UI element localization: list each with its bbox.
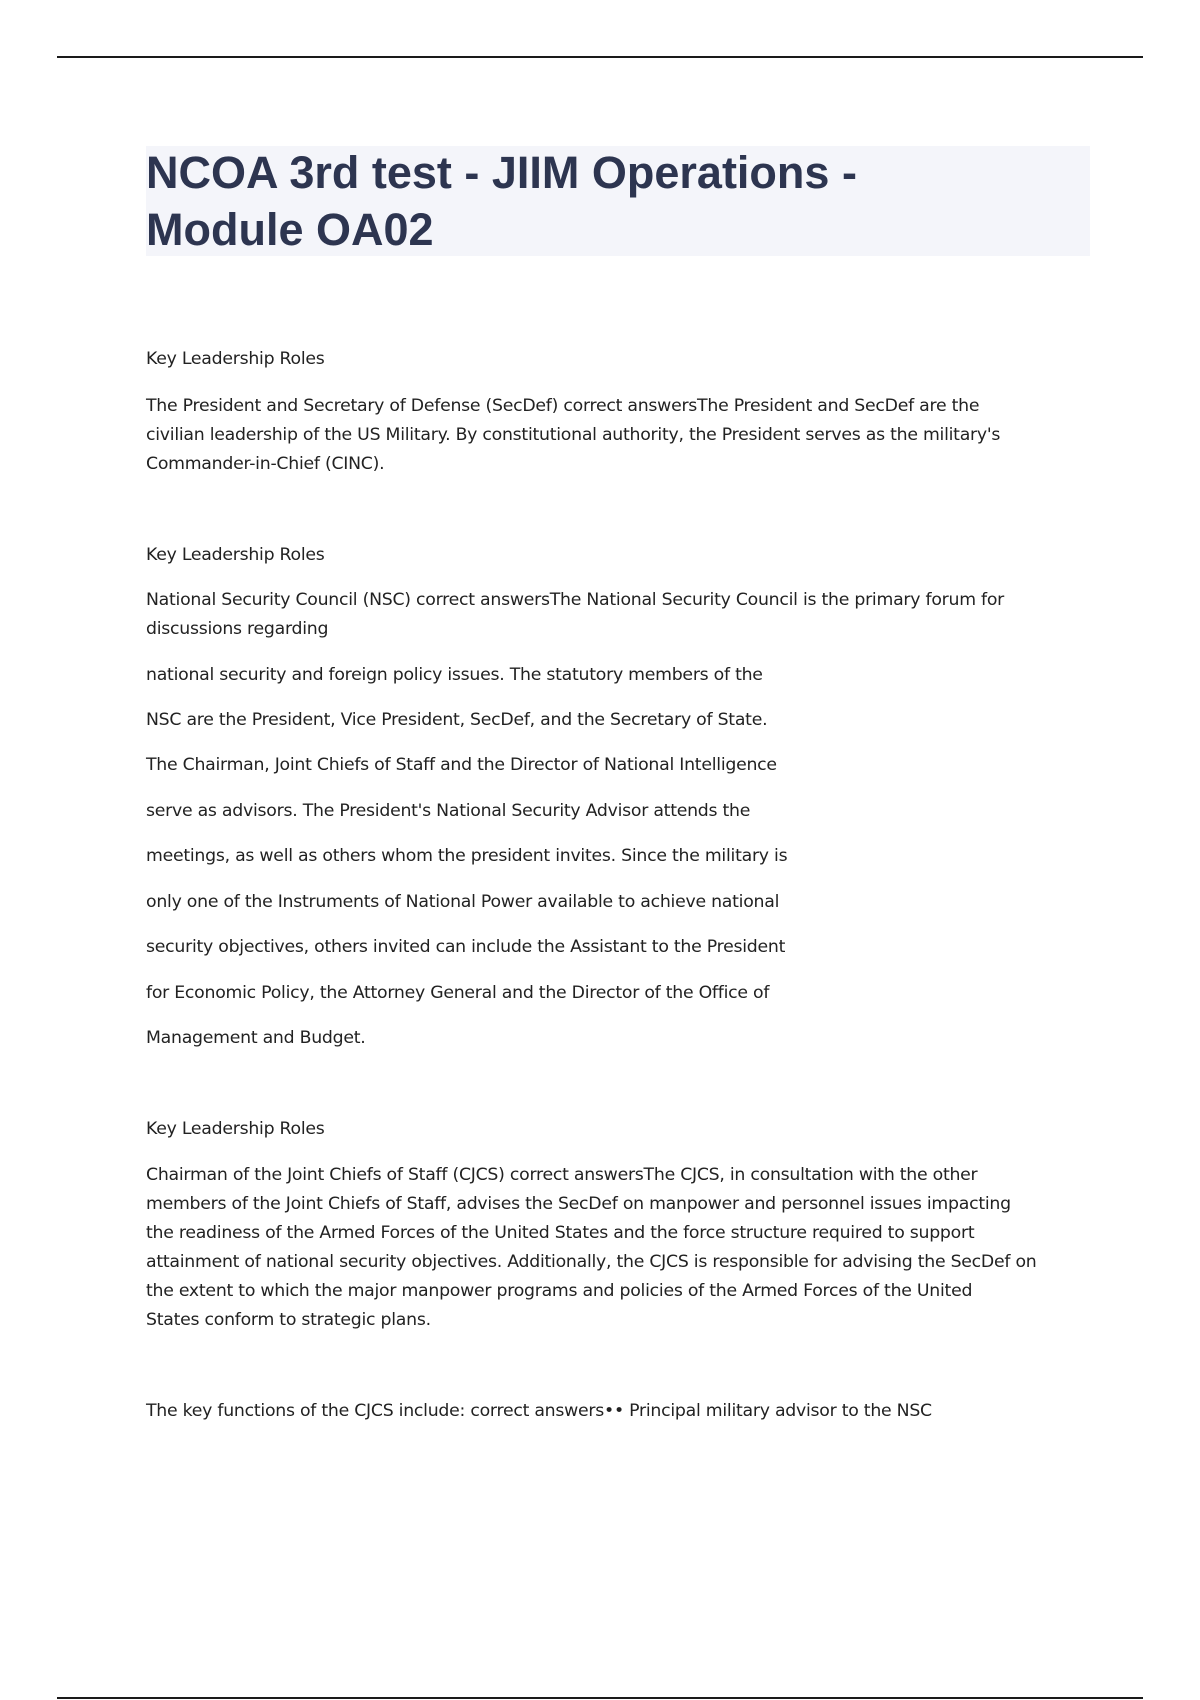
body-line: States conform to strategic plans. [146,1310,431,1330]
body-line: discussions regarding [146,619,329,639]
title-line-2: Module OA02 [146,204,434,255]
body-line: NSC are the President, Vice President, SecDef, and the Secretary of State. [146,710,768,730]
body-line: Commander-in-Chief (CINC). [146,454,385,474]
section-heading: Key Leadership Roles [146,1119,325,1139]
top-rule [57,56,1143,58]
body-line: only one of the Instruments of National Power available to achieve national [146,892,780,912]
body-line: attainment of national security objectives. Additionally, the CJCS is responsible for advising the SecDef on [146,1252,1037,1272]
body-line: The President and Secretary of Defense (SecDef) correct answersThe President and SecDef are the [146,396,980,416]
body-line: members of the Joint Chiefs of Staff, advises the SecDef on manpower and personnel issues impacting [146,1194,1011,1214]
body-line: national security and foreign policy issues. The statutory members of the [146,665,763,685]
body-line: security objectives, others invited can include the Assistant to the President [146,937,786,957]
body-line: Chairman of the Joint Chiefs of Staff (CJCS) correct answersThe CJCS, in consultation with the other [146,1165,978,1185]
title-line-1: NCOA 3rd test - JIIM Operations - [146,147,857,198]
section-heading: Key Leadership Roles [146,545,325,565]
body-line: National Security Council (NSC) correct answersThe National Security Council is the primary forum for [146,590,1005,610]
body-line: the readiness of the Armed Forces of the United States and the force structure required to support [146,1223,975,1243]
body-line: Management and Budget. [146,1028,366,1048]
body-line: civilian leadership of the US Military. By constitutional authority, the President serves as the military's [146,425,1001,445]
bottom-rule [57,1697,1143,1699]
body-line: meetings, as well as others whom the president invites. Since the military is [146,846,788,866]
body-line: serve as advisors. The President's National Security Advisor attends the [146,801,751,821]
section-heading: Key Leadership Roles [146,349,325,369]
document-title [146,144,1086,258]
body-line: The key functions of the CJCS include: correct answers•• Principal military advisor to the NSC [146,1401,932,1421]
body-line: for Economic Policy, the Attorney General and the Director of the Office of [146,983,770,1003]
body-line: The Chairman, Joint Chiefs of Staff and the Director of National Intelligence [146,755,777,775]
body-line: the extent to which the major manpower programs and policies of the Armed Forces of the United [146,1281,973,1301]
